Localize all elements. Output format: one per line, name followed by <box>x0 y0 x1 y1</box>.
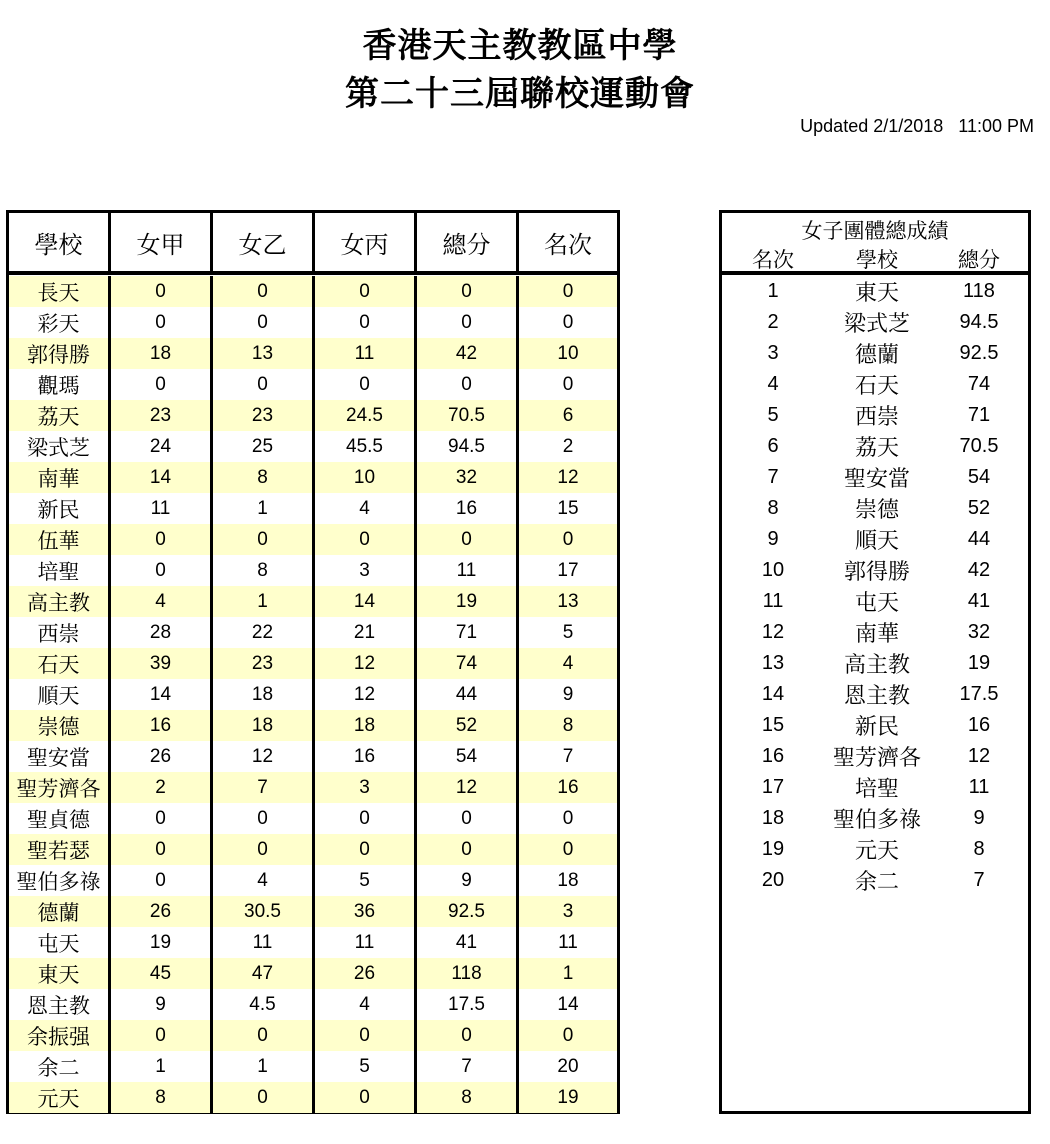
table-row <box>9 1051 617 1082</box>
ranking-total-cell: 32 <box>967 621 991 643</box>
girls-b-cell: 8 <box>213 462 315 493</box>
table-row <box>9 617 617 648</box>
table-row <box>9 276 617 307</box>
table-row <box>9 958 617 989</box>
table-row <box>9 369 617 400</box>
ranking-rank-cell: 20 <box>761 869 785 891</box>
ranking-row <box>722 369 1028 400</box>
girls-a-cell: 0 <box>111 834 213 865</box>
total-cell: 32 <box>417 462 519 493</box>
girls-c-cell: 5 <box>315 1051 417 1082</box>
column-header-rank: 名次 <box>544 230 592 259</box>
ranking-total-cell: 52 <box>967 497 991 519</box>
school-results-body <box>9 276 617 1113</box>
table-row <box>9 803 617 834</box>
school-cell: 元天 <box>9 1082 111 1113</box>
girls-a-cell: 14 <box>111 462 213 493</box>
rank-cell: 20 <box>557 1055 579 1077</box>
school-cell: 順天 <box>9 679 111 710</box>
total-cell: 16 <box>417 493 519 524</box>
school-cell: 余二 <box>9 1051 111 1082</box>
table-row <box>9 927 617 958</box>
rank-cell: 16 <box>557 776 579 798</box>
ranking-total-cell: 71 <box>967 404 991 426</box>
girls-c-cell: 36 <box>315 896 417 927</box>
ranking-school-cell: 順天 <box>854 529 899 554</box>
rank-cell: 9 <box>562 683 574 705</box>
girls-a-cell: 14 <box>111 679 213 710</box>
girls-b-cell: 18 <box>213 679 315 710</box>
girls-c-cell: 3 <box>315 555 417 586</box>
girls-a-cell: 0 <box>111 276 213 307</box>
girls-a-cell: 4 <box>111 586 213 617</box>
ranking-row <box>722 648 1028 679</box>
ranking-row <box>722 617 1028 648</box>
girls-a-cell: 39 <box>111 648 213 679</box>
ranking-row <box>722 276 1028 307</box>
ranking-school-cell: 郭得勝 <box>843 560 910 585</box>
girls-c-cell: 12 <box>315 679 417 710</box>
column-header-school: 學校 <box>9 213 111 271</box>
girls-c-cell: 0 <box>315 1020 417 1051</box>
ranking-row <box>722 307 1028 338</box>
ranking-row <box>722 400 1028 431</box>
updated-timestamp: Updated 2/1/2018 11:00 PM <box>800 116 1034 136</box>
rank-cell: 12 <box>557 466 579 488</box>
rank-cell: 0 <box>562 838 574 860</box>
ranking-school-cell: 屯天 <box>854 591 899 616</box>
girls-c-cell: 0 <box>315 369 417 400</box>
girls-b-cell: 0 <box>213 803 315 834</box>
ranking-total-cell: 41 <box>967 590 991 612</box>
girls-b-cell: 1 <box>213 1051 315 1082</box>
girls-b-cell: 0 <box>213 1082 315 1113</box>
ranking-table <box>719 210 1031 1114</box>
rank-cell: 8 <box>562 714 574 736</box>
rank-cell: 11 <box>558 931 578 953</box>
school-cell: 南華 <box>9 462 111 493</box>
ranking-school-cell: 東天 <box>854 281 899 306</box>
school-cell: 高主教 <box>9 586 111 617</box>
ranking-row <box>722 431 1028 462</box>
ranking-rank-cell: 19 <box>761 838 785 860</box>
ranking-row <box>722 772 1028 803</box>
school-cell: 恩主教 <box>9 989 111 1020</box>
school-cell: 石天 <box>9 648 111 679</box>
table-row <box>9 896 617 927</box>
girls-c-cell: 0 <box>315 834 417 865</box>
table-row <box>9 1020 617 1051</box>
school-cell: 聖安當 <box>9 741 111 772</box>
ranking-total-cell: 19 <box>967 652 991 674</box>
girls-a-cell: 0 <box>111 555 213 586</box>
girls-a-cell: 28 <box>111 617 213 648</box>
rank-cell: 18 <box>557 869 579 891</box>
ranking-title: 女子團體總成績 <box>801 219 949 243</box>
girls-c-cell: 10 <box>315 462 417 493</box>
rank-cell: 0 <box>562 1024 574 1046</box>
school-cell: 觀瑪 <box>9 369 111 400</box>
ranking-school-cell: 荔天 <box>854 436 899 461</box>
total-cell: 74 <box>417 648 519 679</box>
ranking-school-cell: 聖安當 <box>843 467 910 492</box>
ranking-rank-cell: 18 <box>761 807 785 829</box>
table-row <box>9 865 617 896</box>
rank-cell: 0 <box>562 528 574 550</box>
school-cell: 德蘭 <box>9 896 111 927</box>
girls-a-cell: 24 <box>111 431 213 462</box>
girls-a-cell: 0 <box>111 524 213 555</box>
ranking-rank-cell: 11 <box>762 590 784 612</box>
total-cell: 7 <box>417 1051 519 1082</box>
rank-cell: 15 <box>557 497 579 519</box>
girls-c-cell: 14 <box>315 586 417 617</box>
ranking-total-cell: 70.5 <box>959 435 999 457</box>
rank-cell: 1 <box>562 962 574 984</box>
girls-c-cell: 11 <box>315 338 417 369</box>
ranking-header <box>722 213 1028 275</box>
rank-cell: 2 <box>562 435 574 457</box>
girls-c-cell: 0 <box>315 1082 417 1113</box>
ranking-school-cell: 聖芳濟各 <box>832 746 921 771</box>
girls-a-cell: 19 <box>111 927 213 958</box>
girls-a-cell: 11 <box>111 493 213 524</box>
school-cell: 長天 <box>9 276 111 307</box>
total-cell: 17.5 <box>417 989 519 1020</box>
girls-c-cell: 16 <box>315 741 417 772</box>
ranking-total-cell: 74 <box>967 373 991 395</box>
girls-b-cell: 4 <box>213 865 315 896</box>
girls-b-cell: 0 <box>213 1020 315 1051</box>
rank-cell: 3 <box>562 900 574 922</box>
girls-a-cell: 9 <box>111 989 213 1020</box>
ranking-row <box>722 803 1028 834</box>
ranking-row <box>722 741 1028 772</box>
ranking-total-cell: 9 <box>973 807 985 829</box>
girls-b-cell: 1 <box>213 586 315 617</box>
rank-cell: 0 <box>562 373 574 395</box>
girls-a-cell: 16 <box>111 710 213 741</box>
ranking-row <box>722 493 1028 524</box>
ranking-body <box>722 276 1028 896</box>
ranking-row <box>722 834 1028 865</box>
school-cell: 余振强 <box>9 1020 111 1051</box>
table-row <box>9 679 617 710</box>
ranking-school-cell: 高主教 <box>843 653 910 678</box>
school-cell: 新民 <box>9 493 111 524</box>
school-cell: 東天 <box>9 958 111 989</box>
girls-b-cell: 12 <box>213 741 315 772</box>
ranking-rank-cell: 14 <box>761 683 785 705</box>
rank-cell: 10 <box>557 342 579 364</box>
ranking-school-cell: 元天 <box>854 839 899 864</box>
school-cell: 梁式芝 <box>9 431 111 462</box>
column-header-girls-c: 女丙 <box>315 213 417 271</box>
girls-c-cell: 0 <box>315 524 417 555</box>
girls-b-cell: 25 <box>213 431 315 462</box>
ranking-row <box>722 338 1028 369</box>
ranking-column-rank: 名次 <box>752 248 794 272</box>
ranking-rank-cell: 10 <box>761 559 785 581</box>
table-row <box>9 834 617 865</box>
girls-b-cell: 0 <box>213 834 315 865</box>
school-cell: 荔天 <box>9 400 111 431</box>
ranking-row <box>722 524 1028 555</box>
girls-b-cell: 4.5 <box>213 989 315 1020</box>
ranking-rank-cell: 8 <box>767 497 779 519</box>
school-cell: 彩天 <box>9 307 111 338</box>
ranking-rank-cell: 9 <box>767 528 779 550</box>
rank-cell: 6 <box>562 404 574 426</box>
total-cell: 0 <box>417 803 519 834</box>
table-row <box>9 586 617 617</box>
total-cell: 70.5 <box>417 400 519 431</box>
rank-cell: 4 <box>562 652 574 674</box>
girls-c-cell: 0 <box>315 276 417 307</box>
total-cell: 41 <box>417 927 519 958</box>
girls-a-cell: 2 <box>111 772 213 803</box>
total-cell: 19 <box>417 586 519 617</box>
ranking-rank-cell: 2 <box>767 311 779 333</box>
girls-a-cell: 26 <box>111 896 213 927</box>
ranking-rank-cell: 1 <box>767 280 779 302</box>
ranking-rank-cell: 4 <box>767 373 779 395</box>
ranking-school-cell: 梁式芝 <box>843 312 910 337</box>
ranking-total-cell: 16 <box>967 714 991 736</box>
total-cell: 42 <box>417 338 519 369</box>
total-cell: 8 <box>417 1082 519 1113</box>
girls-b-cell: 30.5 <box>213 896 315 927</box>
ranking-school-cell: 培聖 <box>854 777 899 802</box>
table-row <box>9 338 617 369</box>
page-subtitle: 第二十三屆聯校運動會 <box>345 74 695 114</box>
ranking-school-cell: 德蘭 <box>854 343 899 368</box>
school-cell: 崇德 <box>9 710 111 741</box>
ranking-row <box>722 710 1028 741</box>
girls-c-cell: 21 <box>315 617 417 648</box>
ranking-total-cell: 54 <box>967 466 991 488</box>
column-header-total: 總分 <box>417 213 519 271</box>
table-row <box>9 493 617 524</box>
ranking-total-cell: 118 <box>963 280 995 302</box>
total-cell: 0 <box>417 276 519 307</box>
girls-a-cell: 0 <box>111 369 213 400</box>
girls-b-cell: 11 <box>213 927 315 958</box>
total-cell: 11 <box>417 555 519 586</box>
girls-a-cell: 8 <box>111 1082 213 1113</box>
girls-b-cell: 23 <box>213 648 315 679</box>
girls-c-cell: 5 <box>315 865 417 896</box>
table-row <box>9 1082 617 1113</box>
total-cell: 0 <box>417 834 519 865</box>
rank-cell: 14 <box>557 993 579 1015</box>
column-header-girls-a: 女甲 <box>111 213 213 271</box>
table-row <box>9 462 617 493</box>
ranking-rank-cell: 12 <box>761 621 785 643</box>
ranking-school-cell: 恩主教 <box>843 684 910 709</box>
column-header-girls-b: 女乙 <box>213 213 315 271</box>
school-cell: 聖芳濟各 <box>9 772 111 803</box>
ranking-column-school: 學校 <box>856 248 898 272</box>
girls-b-cell: 0 <box>213 276 315 307</box>
total-cell: 0 <box>417 369 519 400</box>
girls-b-cell: 0 <box>213 524 315 555</box>
ranking-total-cell: 44 <box>967 528 991 550</box>
table-row <box>9 710 617 741</box>
school-cell: 屯天 <box>9 927 111 958</box>
ranking-rank-cell: 15 <box>761 714 785 736</box>
table-row <box>9 400 617 431</box>
ranking-school-cell: 石天 <box>854 374 899 399</box>
girls-b-cell: 22 <box>213 617 315 648</box>
girls-c-cell: 4 <box>315 493 417 524</box>
ranking-school-cell: 南華 <box>854 622 899 647</box>
table-row <box>9 772 617 803</box>
total-cell: 0 <box>417 307 519 338</box>
school-cell: 郭得勝 <box>9 338 111 369</box>
total-cell: 71 <box>417 617 519 648</box>
total-cell: 12 <box>417 772 519 803</box>
ranking-total-cell: 92.5 <box>959 342 999 364</box>
girls-c-cell: 3 <box>315 772 417 803</box>
ranking-total-cell: 42 <box>967 559 991 581</box>
girls-a-cell: 23 <box>111 400 213 431</box>
total-cell: 0 <box>417 524 519 555</box>
girls-c-cell: 0 <box>315 307 417 338</box>
girls-b-cell: 0 <box>213 307 315 338</box>
rank-cell: 13 <box>557 590 579 612</box>
total-cell: 44 <box>417 679 519 710</box>
page-title: 香港天主教教區中學 <box>362 26 678 66</box>
girls-c-cell: 18 <box>315 710 417 741</box>
school-cell: 聖若瑟 <box>9 834 111 865</box>
ranking-school-cell: 西崇 <box>854 405 899 430</box>
ranking-total-cell: 11 <box>968 776 990 798</box>
table-row <box>9 307 617 338</box>
ranking-rank-cell: 7 <box>767 466 779 488</box>
ranking-total-cell: 12 <box>967 745 991 767</box>
ranking-column-total: 總分 <box>958 248 1000 272</box>
ranking-rank-cell: 17 <box>761 776 785 798</box>
ranking-total-cell: 17.5 <box>959 683 999 705</box>
girls-b-cell: 7 <box>213 772 315 803</box>
girls-a-cell: 45 <box>111 958 213 989</box>
ranking-rank-cell: 5 <box>767 404 779 426</box>
ranking-rank-cell: 6 <box>767 435 779 457</box>
table-row <box>9 431 617 462</box>
girls-b-cell: 0 <box>213 369 315 400</box>
girls-a-cell: 1 <box>111 1051 213 1082</box>
girls-a-cell: 18 <box>111 338 213 369</box>
total-cell: 94.5 <box>417 431 519 462</box>
school-results-header <box>9 213 617 275</box>
total-cell: 118 <box>417 958 519 989</box>
ranking-row <box>722 865 1028 896</box>
ranking-school-cell: 聖伯多祿 <box>832 808 921 833</box>
rank-cell: 7 <box>562 745 574 767</box>
table-row <box>9 741 617 772</box>
total-cell: 9 <box>417 865 519 896</box>
school-cell: 培聖 <box>9 555 111 586</box>
rank-cell: 17 <box>557 559 579 581</box>
ranking-total-cell: 7 <box>973 869 985 891</box>
girls-c-cell: 45.5 <box>315 431 417 462</box>
ranking-rank-cell: 16 <box>761 745 785 767</box>
ranking-school-cell: 新民 <box>854 715 899 740</box>
ranking-total-cell: 8 <box>973 838 985 860</box>
school-cell: 聖貞德 <box>9 803 111 834</box>
girls-b-cell: 23 <box>213 400 315 431</box>
girls-b-cell: 13 <box>213 338 315 369</box>
girls-c-cell: 11 <box>315 927 417 958</box>
table-row <box>9 555 617 586</box>
school-cell: 聖伯多祿 <box>9 865 111 896</box>
ranking-rank-cell: 3 <box>767 342 779 364</box>
girls-a-cell: 0 <box>111 1020 213 1051</box>
girls-b-cell: 47 <box>213 958 315 989</box>
table-row <box>9 648 617 679</box>
school-cell: 伍華 <box>9 524 111 555</box>
rank-cell: 19 <box>557 1086 579 1108</box>
girls-a-cell: 0 <box>111 865 213 896</box>
total-cell: 54 <box>417 741 519 772</box>
school-cell: 西崇 <box>9 617 111 648</box>
ranking-row <box>722 462 1028 493</box>
girls-a-cell: 0 <box>111 803 213 834</box>
girls-b-cell: 8 <box>213 555 315 586</box>
table-row <box>9 989 617 1020</box>
girls-a-cell: 0 <box>111 307 213 338</box>
ranking-rank-cell: 13 <box>761 652 785 674</box>
total-cell: 92.5 <box>417 896 519 927</box>
ranking-total-cell: 94.5 <box>959 311 999 333</box>
girls-b-cell: 18 <box>213 710 315 741</box>
school-results-table <box>6 210 620 1114</box>
table-row <box>9 524 617 555</box>
ranking-row <box>722 679 1028 710</box>
girls-c-cell: 26 <box>315 958 417 989</box>
girls-a-cell: 26 <box>111 741 213 772</box>
girls-c-cell: 0 <box>315 803 417 834</box>
ranking-school-cell: 崇德 <box>854 498 899 523</box>
rank-cell: 5 <box>562 621 574 643</box>
girls-c-cell: 4 <box>315 989 417 1020</box>
total-cell: 52 <box>417 710 519 741</box>
ranking-school-cell: 余二 <box>854 870 899 895</box>
total-cell: 0 <box>417 1020 519 1051</box>
rank-cell: 0 <box>562 280 574 302</box>
rank-cell: 0 <box>562 807 574 829</box>
girls-c-cell: 24.5 <box>315 400 417 431</box>
ranking-row <box>722 555 1028 586</box>
girls-b-cell: 1 <box>213 493 315 524</box>
rank-cell: 0 <box>562 311 574 333</box>
girls-c-cell: 12 <box>315 648 417 679</box>
ranking-row <box>722 586 1028 617</box>
